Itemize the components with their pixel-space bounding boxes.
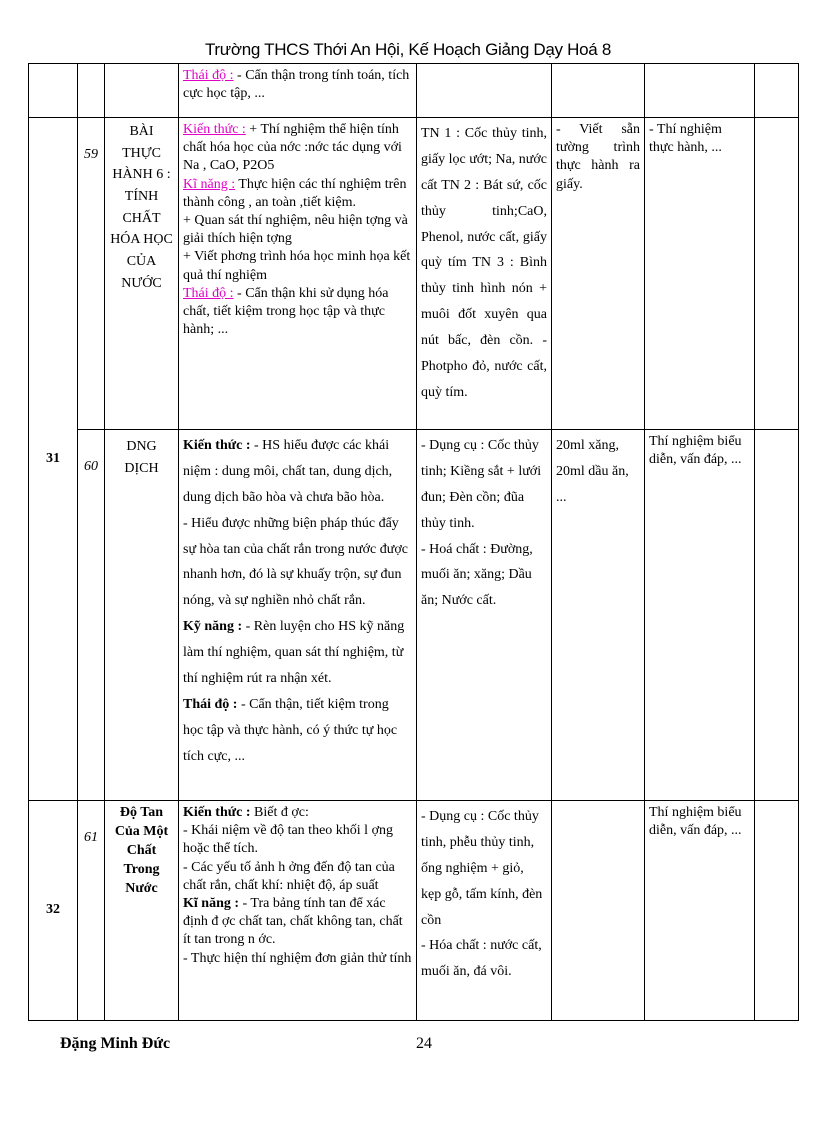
attitude-label: Thái độ : <box>183 696 238 712</box>
attitude-label: Thái độ : <box>183 68 234 83</box>
lesson-number: 60 <box>78 430 105 801</box>
prep-cell <box>552 64 645 118</box>
equipment-text: TN 1 : Cốc thủy tinh, giấy lọc ướt; Na, nước cất TN 2 : Bát sứ, cốc thủy tinh;CaO, Phenol, nước cất, giấy quỳ tím TN 3 : Bình thủy tinh hình nón + muôi đốt xuyên qua nút bấc, đèn cồn. - Photpho đỏ, nước cất, quỳ tím. <box>417 118 552 430</box>
page-header: Trường THCS Thới An Hội, Kế Hoạch Giảng Dạy Hoá 8 <box>204 40 612 59</box>
objectives-cell <box>179 801 417 1021</box>
table-row <box>29 430 799 801</box>
skills-label: Kĩ năng : <box>183 176 236 192</box>
notes-cell <box>755 801 799 1021</box>
preparation-text: - Viết sẵn tường trình thực hành ra giấy. <box>552 118 645 430</box>
attitude-text: - Cẩn thận khi sử dụng hóa chất, tiết kiệm trong học tập và thực hành; ... <box>183 285 389 338</box>
equipment-line: - Dụng cụ : Cốc thủy tinh, phễu thủy tinh, ống nghiệm + giỏ, kẹp gỗ, tấm kính, đèn cồn <box>421 809 543 928</box>
table-row <box>29 64 799 118</box>
attitude-label: Thái độ : <box>183 285 234 301</box>
lesson-number: 61 <box>78 801 105 1021</box>
skills-line: + Quan sát thí nghiệm, nêu hiện tợng và giải thích hiện tợng <box>183 212 408 247</box>
skills-label: Kỹ năng : <box>183 619 243 635</box>
equipment-line: - Hoá chất : Đường, muối ăn; xăng; Dầu ăn; Nước cất. <box>421 541 533 609</box>
preparation-text: 20ml xăng, 20ml dầu ăn, ... <box>552 430 645 801</box>
table-row <box>29 118 799 430</box>
knowledge-text: + Thí nghiệm thể hiện tính chất hóa học của nớc :nớc tác dụng với Na , CaO, P2O5 <box>183 122 402 174</box>
knowledge-label: Kiến thức : <box>183 805 251 820</box>
lesson-title: DNG DỊCH <box>105 430 179 801</box>
notes-cell <box>755 430 799 801</box>
equipment-line: - Hóa chất : nước cất, muối ăn, đá vôi. <box>421 938 542 980</box>
knowledge-text: Biết đ ợc: <box>250 805 309 820</box>
page-number: 24 <box>416 1035 432 1052</box>
week-number: 31 <box>29 118 78 801</box>
notes-cell <box>755 64 799 118</box>
lesson-title: BÀI THỰC HÀNH 6 : TÍNH CHẤT HÓA HỌC CỦA NƯỚC <box>105 118 179 430</box>
equipment-cell <box>417 801 552 1021</box>
skills-label: Kĩ năng : <box>183 895 240 911</box>
knowledge-line: - Các yếu tố ảnh h ởng đến độ tan của chất rắn, chất khí: nhiệt độ, áp suất <box>183 859 395 893</box>
equipment-cell <box>417 64 552 118</box>
attitude-text: - Cẩn thận trong tính toán, tích cực học tập, ... <box>183 68 410 102</box>
week-cell <box>29 64 78 118</box>
week-number: 32 <box>29 801 78 1021</box>
lesson-number: 59 <box>78 118 105 430</box>
skills-text: - Tra bảng tính tan để xác định đ ợc chất tan, chất không tan, chất ít tan trong n ớc. <box>183 895 403 948</box>
equipment-line: - Dụng cụ : Cốc thủy tinh; Kiềng sắt + lưới đun; Đèn cồn; đũa thủy tinh. <box>421 438 542 531</box>
objectives-cell <box>179 430 417 801</box>
method-cell <box>645 64 755 118</box>
skills-line: - Thực hiện thí nghiệm đơn giản thử tính <box>183 950 412 966</box>
prep-cell <box>552 801 645 1021</box>
method-text: Thí nghiệm biểu diễn, vấn đáp, ... <box>645 430 755 801</box>
author-name: Đặng Minh Đức <box>60 1035 171 1052</box>
knowledge-line: - Hiểu được những biện pháp thúc đẩy sự hòa tan của chất rắn trong nước được nhanh hơn, đó là sự khuấy trộn, sự đun nóng, và sự nghiền nhỏ chất rắn. <box>183 515 408 609</box>
skills-text: - Rèn luyện cho HS kỹ năng làm thí nghiệm, quan sát thí nghiệm, từ thí nghiệm rút ra nhận xét. <box>183 619 405 687</box>
attitude-text: - Cẩn thận, tiết kiệm trong học tập và thực hành, có ý thức tự học tích cực, ... <box>183 696 398 764</box>
method-text: - Thí nghiệm thực hành, ... <box>645 118 755 430</box>
skills-text: Thực hiện các thí nghiệm trên thành công , an toàn ,tiết kiệm. <box>183 176 407 210</box>
lesson-cell <box>78 64 105 118</box>
knowledge-label: Kiến thức : <box>183 438 251 453</box>
knowledge-text: - HS hiểu được các khái niệm : dung môi, chất tan, dung dịch, dung dịch bão hòa và chưa bão hòa. <box>183 438 393 505</box>
lesson-title: Độ Tan Của Một Chất Trong Nước <box>105 801 179 1021</box>
skills-line: + Viết phơng trình hóa học minh họa kết quả thí nghiệm <box>183 249 411 283</box>
method-text: Thí nghiệm biểu diễn, vấn đáp, ... <box>645 801 755 1021</box>
objectives-cell <box>179 118 417 430</box>
knowledge-label: Kiến thức : <box>183 122 246 137</box>
equipment-cell <box>417 430 552 801</box>
table-row <box>29 801 799 1021</box>
lesson-plan-table <box>28 63 799 1021</box>
knowledge-line: - Khái niệm về độ tan theo khối l ợng hoặc thể tích. <box>183 823 393 857</box>
notes-cell <box>755 118 799 430</box>
objectives-cell <box>179 64 417 118</box>
title-cell <box>105 64 179 118</box>
